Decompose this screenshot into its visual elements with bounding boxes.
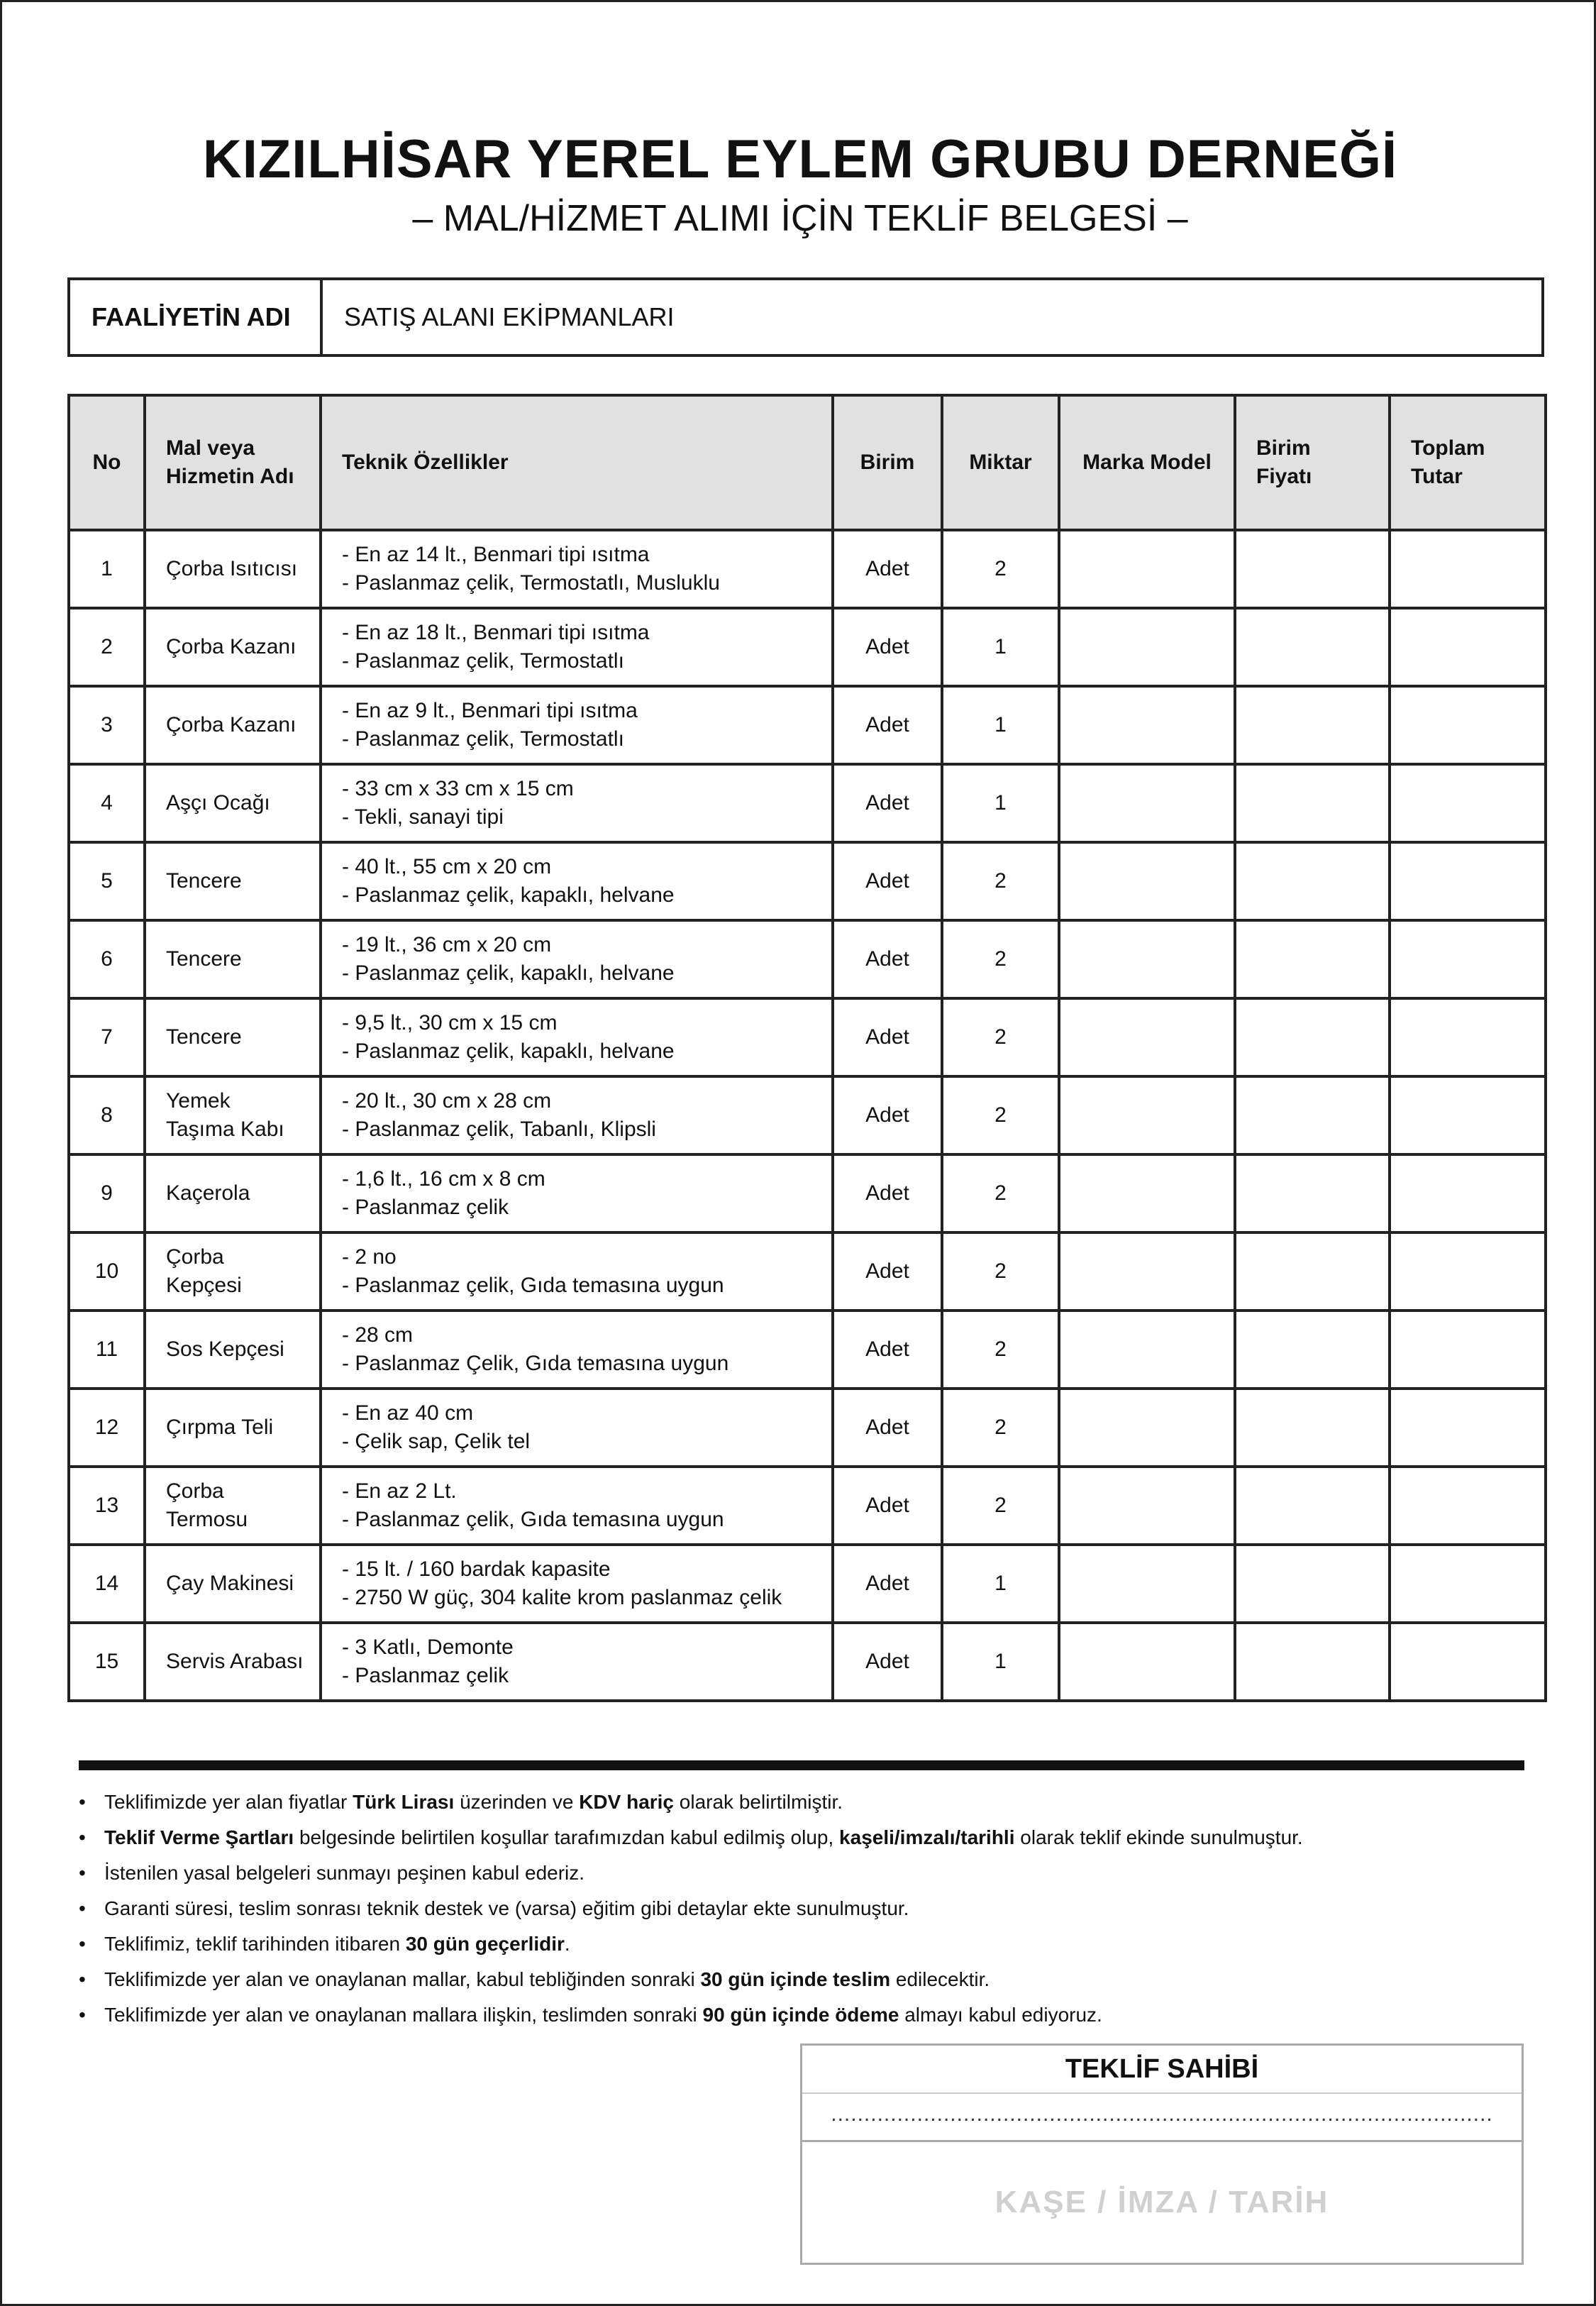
terms-text: . [564,1933,570,1955]
cell-spec [321,920,833,998]
cell-total[interactable] [1390,530,1546,608]
spec-line2: - Paslanmaz çelik, Gıda temasına uygun [342,1274,724,1297]
signature-box [800,2043,1524,2265]
cell-qty: 2 [942,1389,1059,1467]
spec-line2: - Paslanmaz Çelik, Gıda temasına uygun [342,1352,729,1375]
spec-line2: - Paslanmaz çelik, kapaklı, helvane [342,1039,675,1063]
cell-unit-price[interactable] [1235,686,1390,764]
item-name-line1: Tencere [166,869,242,893]
cell-spec [321,1389,833,1467]
cell-no: 13 [69,1467,145,1545]
table-header-row [69,395,1546,530]
cell-unit-price[interactable] [1235,920,1390,998]
cell-unit-price[interactable] [1235,1467,1390,1545]
spec-line1: - 28 cm [342,1323,414,1347]
item-name-line1: Servis Arabası [166,1650,304,1673]
item-name-line1: Tencere [166,1025,242,1049]
cell-item-name [145,1623,321,1701]
spec-line2: - Çelik sap, Çelik tel [342,1430,531,1453]
cell-brand-model[interactable] [1059,530,1235,608]
cell-unit-price[interactable] [1235,842,1390,920]
cell-item-name [145,920,321,998]
item-name-line1: Çorba [166,1245,224,1269]
cell-no: 3 [69,686,145,764]
cell-item-name [145,686,321,764]
terms-text: belgesinde belirtilen koşullar tarafımızdan kabul edilmiş olup, [294,1826,840,1848]
table-row [69,1232,1546,1311]
cell-qty: 1 [942,1545,1059,1623]
cell-unit: Adet [833,764,942,842]
item-name-line1: Çorba Kazanı [166,713,297,737]
terms-text-bold: kaşeli/imzalı/tarihli [839,1826,1015,1848]
spec-line2: - Paslanmaz çelik, Tabanlı, Klipsli [342,1118,656,1141]
bullet-icon: • [79,2004,86,2026]
terms-text: almayı kabul ediyoruz. [899,2004,1102,2026]
cell-item-name [145,764,321,842]
cell-qty: 1 [942,686,1059,764]
cell-unit: Adet [833,1623,942,1701]
terms-text-bold: KDV hariç [579,1791,675,1813]
cell-no: 9 [69,1154,145,1232]
cell-item-name [145,1545,321,1623]
cell-spec [321,686,833,764]
cell-no: 15 [69,1623,145,1701]
header-unit: Birim [833,395,942,530]
cell-total[interactable] [1390,1389,1546,1467]
spec-line1: - 19 lt., 36 cm x 20 cm [342,933,552,956]
terms-text: olarak teklif ekinde sunulmuştur. [1014,1826,1303,1848]
cell-item-name [145,1467,321,1545]
cell-qty: 2 [942,920,1059,998]
cell-qty: 2 [942,1467,1059,1545]
terms-text-bold: Türk Lirası [353,1791,455,1813]
cell-item-name [145,1076,321,1154]
header-item-name-line2: Hizmetin Adı [166,465,294,488]
cell-unit: Adet [833,920,942,998]
cell-qty: 1 [942,608,1059,686]
stamp-signature-date-placeholder: KAŞE / İMZA / TARİH [994,2185,1329,2219]
cell-item-name [145,530,321,608]
table-row [69,686,1546,764]
cell-brand-model[interactable] [1059,764,1235,842]
cell-total[interactable] [1390,1154,1546,1232]
terms-text: olarak belirtilmiştir. [674,1791,843,1813]
cell-unit-price[interactable] [1235,1545,1390,1623]
cell-item-name [145,1232,321,1311]
activity-value: SATIŞ ALANI EKİPMANLARI [344,302,675,331]
cell-total[interactable] [1390,998,1546,1076]
spec-line1: - 2 no [342,1245,397,1269]
terms-text-bold: 90 gün içinde ödeme [702,2004,899,2026]
spec-line2: - Paslanmaz çelik, kapaklı, helvane [342,961,675,985]
cell-qty: 2 [942,1311,1059,1389]
cell-spec [321,530,833,608]
cell-brand-model[interactable] [1059,686,1235,764]
cell-spec [321,1545,833,1623]
cell-spec [321,764,833,842]
spec-line1: - 1,6 lt., 16 cm x 8 cm [342,1167,545,1191]
table-row [69,1545,1546,1623]
terms-item [79,1997,1533,2033]
spec-line2: - Paslanmaz çelik [342,1196,509,1219]
spec-line2: - Paslanmaz çelik, kapaklı, helvane [342,883,675,907]
cell-unit-price[interactable] [1235,608,1390,686]
cell-unit-price[interactable] [1235,1389,1390,1467]
header-brand-model: Marka Model [1059,395,1235,530]
terms-text: edilecektir. [890,1968,990,1990]
cell-brand-model[interactable] [1059,1545,1235,1623]
spec-line1: - 33 cm x 33 cm x 15 cm [342,777,574,800]
cell-unit: Adet [833,1311,942,1389]
cell-unit: Adet [833,1389,942,1467]
cell-no: 10 [69,1232,145,1311]
table-row [69,1154,1546,1232]
cell-qty: 2 [942,1232,1059,1311]
cell-total[interactable] [1390,1232,1546,1311]
header-total [1390,395,1546,530]
spec-line1: - En az 2 Lt. [342,1479,457,1503]
cell-no: 6 [69,920,145,998]
item-name-line1: Yemek [166,1089,231,1113]
spec-line2: - Paslanmaz çelik, Termostatlı, Musluklu [342,571,720,595]
terms-item [79,1820,1533,1855]
table-row [69,1311,1546,1389]
item-name-line1: Çırpma Teli [166,1416,274,1439]
table-row [69,1467,1546,1545]
cell-total[interactable] [1390,764,1546,842]
header-total-line2: Tutar [1411,465,1463,488]
cell-brand-model[interactable] [1059,998,1235,1076]
table-row [69,530,1546,608]
item-name-line1: Kaçerola [166,1181,250,1205]
table-row [69,764,1546,842]
cell-spec [321,1311,833,1389]
header-unit-price [1235,395,1390,530]
spec-line1: - 40 lt., 55 cm x 20 cm [342,855,552,878]
terms-list [79,1784,1533,2033]
terms-text: Teklifimiz, teklif tarihinden itibaren [104,1933,406,1955]
item-name-line1: Sos Kepçesi [166,1337,284,1361]
cell-unit-price[interactable] [1235,1154,1390,1232]
header-unit-price-line2: Fiyatı [1256,465,1312,488]
terms-item [79,1855,1533,1891]
cell-spec [321,1154,833,1232]
items-table [67,394,1547,1702]
cell-unit-price[interactable] [1235,1076,1390,1154]
spec-line1: - 3 Katlı, Demonte [342,1635,514,1659]
page-title: KIZILHİSAR YEREL EYLEM GRUBU DERNEĞİ [202,129,1398,189]
terms-text: Teklifimizde yer alan ve onaylanan mallar, kabul tebliğinden sonraki [104,1968,701,1990]
cell-unit-price[interactable] [1235,1311,1390,1389]
cell-total[interactable] [1390,686,1546,764]
item-name-line1: Çorba Kazanı [166,635,297,658]
cell-no: 4 [69,764,145,842]
cell-qty: 1 [942,764,1059,842]
cell-no: 11 [69,1311,145,1389]
terms-item [79,1962,1533,1997]
cell-spec [321,608,833,686]
cell-total[interactable] [1390,920,1546,998]
cell-no: 2 [69,608,145,686]
terms-item [79,1784,1533,1820]
table-row [69,920,1546,998]
item-name-line1: Tencere [166,947,242,971]
terms-item [79,1926,1533,1962]
signature-title: TEKLİF SAHİBİ [802,2046,1522,2094]
activity-box [67,277,1544,357]
spec-line1: - En az 40 cm [342,1401,474,1425]
table-row [69,1623,1546,1701]
cell-qty: 2 [942,998,1059,1076]
cell-brand-model[interactable] [1059,1311,1235,1389]
cell-item-name [145,1154,321,1232]
cell-unit: Adet [833,530,942,608]
page-subtitle: – MAL/HİZMET ALIMI İÇİN TEKLİF BELGESİ – [412,198,1188,239]
terms-text: Teklifimizde yer alan ve onaylanan mallara ilişkin, teslimden sonraki [104,2004,703,2026]
cell-unit-price[interactable] [1235,764,1390,842]
cell-spec [321,842,833,920]
cell-unit: Adet [833,1232,942,1311]
cell-spec [321,1467,833,1545]
bullet-icon: • [79,1968,86,1990]
terms-text: üzerinden ve [454,1791,580,1813]
cell-qty: 2 [942,1154,1059,1232]
cell-unit-price[interactable] [1235,1623,1390,1701]
item-name-line1: Çorba Isıtıcısı [166,557,298,580]
cell-no: 5 [69,842,145,920]
cell-total[interactable] [1390,1545,1546,1623]
spec-line2: - Paslanmaz çelik [342,1664,509,1687]
cell-total[interactable] [1390,1311,1546,1389]
cell-brand-model[interactable] [1059,842,1235,920]
item-name-line2: Termosu [166,1508,248,1531]
cell-total[interactable] [1390,842,1546,920]
header-spec: Teknik Özellikler [321,395,833,530]
table-row [69,608,1546,686]
terms-text-bold: 30 gün geçerlidir [405,1933,565,1955]
header-item-name [145,395,321,530]
cell-brand-model[interactable] [1059,1076,1235,1154]
terms-text: İstenilen yasal belgeleri sunmayı peşinen kabul ederiz. [104,1862,585,1884]
cell-total[interactable] [1390,608,1546,686]
cell-unit-price[interactable] [1235,1232,1390,1311]
cell-no: 12 [69,1389,145,1467]
bullet-icon: • [79,1933,86,1955]
cell-unit: Adet [833,842,942,920]
cell-brand-model[interactable] [1059,1389,1235,1467]
item-name-line2: Kepçesi [166,1274,242,1297]
cell-unit-price[interactable] [1235,530,1390,608]
table-body [69,530,1546,1701]
cell-spec [321,998,833,1076]
terms-text: Teklifimizde yer alan fiyatlar [104,1791,353,1813]
activity-label: FAALİYETİN ADI [70,280,323,354]
spec-line2: - Tekli, sanayi tipi [342,805,504,829]
bullet-icon: • [79,1826,86,1848]
item-name-line1: Çorba [166,1479,224,1503]
cell-brand-model[interactable] [1059,1154,1235,1232]
cell-item-name [145,842,321,920]
terms-text-bold: 30 gün içinde teslim [700,1968,891,1990]
cell-qty: 2 [942,1076,1059,1154]
cell-no: 8 [69,1076,145,1154]
cell-unit: Adet [833,686,942,764]
cell-brand-model[interactable] [1059,608,1235,686]
divider-rule [79,1760,1524,1770]
cell-qty: 1 [942,1623,1059,1701]
cell-item-name [145,1389,321,1467]
item-name-line1: Çay Makinesi [166,1572,294,1595]
cell-no: 7 [69,998,145,1076]
table-row [69,842,1546,920]
spec-line1: - 20 lt., 30 cm x 28 cm [342,1089,552,1113]
header-no: No [69,395,145,530]
cell-unit: Adet [833,608,942,686]
spec-line2: - Paslanmaz çelik, Termostatlı [342,649,624,673]
cell-total[interactable] [1390,1467,1546,1545]
cell-brand-model[interactable] [1059,1623,1235,1701]
cell-qty: 2 [942,530,1059,608]
terms-text-bold: Teklif Verme Şartları [104,1826,294,1848]
header-unit-price-line1: Birim [1256,436,1311,460]
cell-brand-model[interactable] [1059,920,1235,998]
cell-brand-model[interactable] [1059,1232,1235,1311]
cell-item-name [145,608,321,686]
signature-name-line: .................................................................................................... [802,2094,1522,2142]
cell-unit: Adet [833,1467,942,1545]
terms-text: Garanti süresi, teslim sonrası teknik destek ve (varsa) eğitim gibi detaylar ekte sunulmuştur. [104,1897,909,1919]
item-name-line2: Taşıma Kabı [166,1118,284,1141]
bullet-icon: • [79,1862,86,1884]
table-row [69,1389,1546,1467]
bullet-icon: • [79,1897,86,1919]
header-total-line1: Toplam [1411,436,1485,460]
cell-qty: 2 [942,842,1059,920]
cell-spec [321,1623,833,1701]
spec-line1: - En az 14 lt., Benmari tipi ısıtma [342,543,650,566]
spec-line1: - 9,5 lt., 30 cm x 15 cm [342,1011,558,1035]
cell-item-name [145,998,321,1076]
header-qty: Miktar [942,395,1059,530]
spec-line2: - Paslanmaz çelik, Gıda temasına uygun [342,1508,724,1531]
spec-line1: - En az 18 lt., Benmari tipi ısıtma [342,621,650,644]
cell-spec [321,1232,833,1311]
cell-total[interactable] [1390,1076,1546,1154]
cell-brand-model[interactable] [1059,1467,1235,1545]
cell-item-name [145,1311,321,1389]
spec-line2: - Paslanmaz çelik, Termostatlı [342,727,624,751]
cell-unit: Adet [833,1154,942,1232]
table-row [69,1076,1546,1154]
cell-unit: Adet [833,1545,942,1623]
cell-total[interactable] [1390,1623,1546,1701]
cell-unit: Adet [833,998,942,1076]
header-item-name-line1: Mal veya [166,436,255,460]
cell-unit-price[interactable] [1235,998,1390,1076]
spec-line2: - 2750 W güç, 304 kalite krom paslanmaz çelik [342,1586,782,1609]
cell-spec [321,1076,833,1154]
cell-no: 1 [69,530,145,608]
bullet-icon: • [79,1791,86,1813]
spec-line1: - En az 9 lt., Benmari tipi ısıtma [342,699,638,722]
item-name-line1: Aşçı Ocağı [166,791,270,815]
cell-no: 14 [69,1545,145,1623]
terms-item [79,1891,1533,1926]
cell-unit: Adet [833,1076,942,1154]
table-row [69,998,1546,1076]
spec-line1: - 15 lt. / 160 bardak kapasite [342,1557,611,1581]
